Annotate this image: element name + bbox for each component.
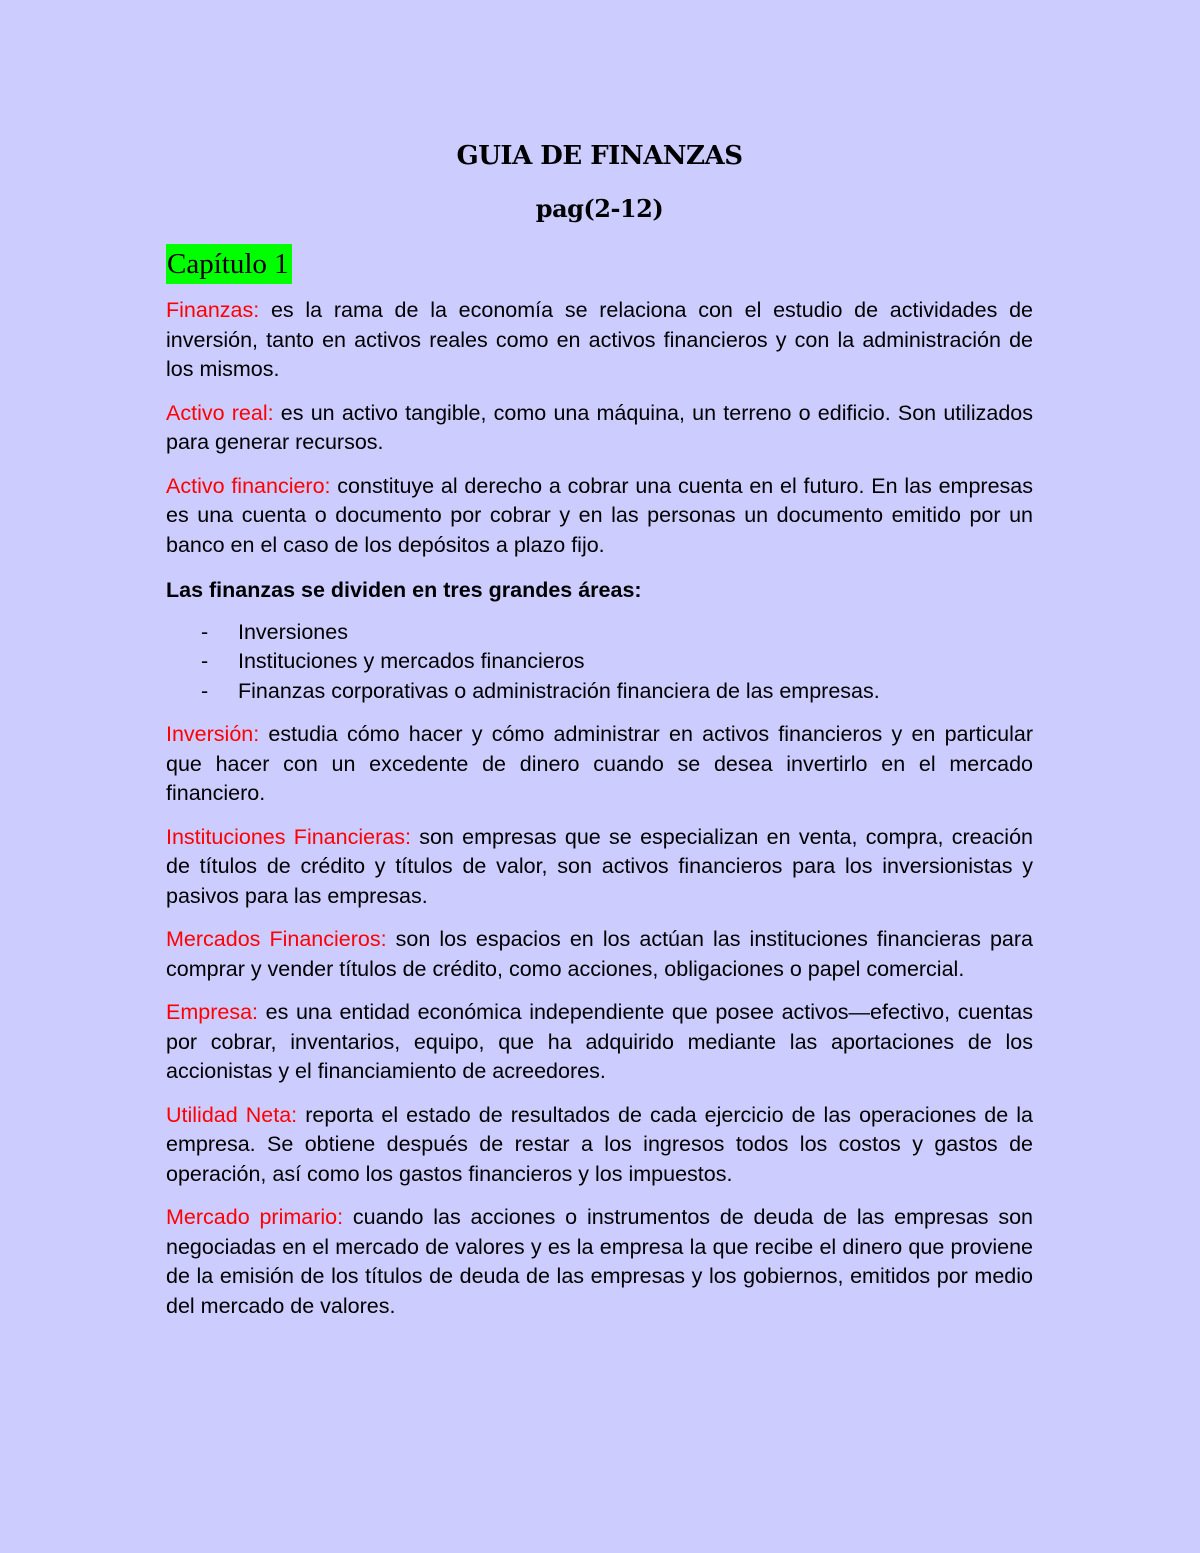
list-item [166, 677, 1033, 707]
definition-term: Activo real: [166, 400, 274, 425]
definition-text: son empresas que se especializan en venta, compra, creación de títulos de crédito y títulos de valor, son activos financieros para los inversionistas y pasivos para las empresas. [166, 824, 1034, 908]
list-item [166, 618, 1033, 648]
definition-paragraph [166, 823, 1033, 912]
list-item-text: Instituciones y mercados financieros [238, 649, 585, 673]
definition-paragraph [166, 399, 1033, 458]
definition-term: Finanzas: [166, 298, 260, 322]
list-item-text: Inversiones [238, 619, 348, 644]
definition-text: reporta el estado de resultados de cada ejercicio de las operaciones de la empresa. Se obtiene después de restar a los ingresos todos los costos y gastos de operación, así como los gastos financieros y los impuestos. [166, 1102, 1033, 1186]
list-item [166, 647, 1033, 677]
definition-paragraph [166, 720, 1033, 809]
definition-text: son los espacios en los actúan las instituciones financieras para comprar y vender títulos de crédito, como acciones, obligaciones o papel comercial. [166, 927, 1033, 981]
definition-paragraph [166, 998, 1033, 1087]
definition-term: Mercado primario: [166, 1205, 344, 1229]
definition-term: Empresa: [166, 1000, 259, 1024]
definition-text: es una entidad económica independiente que posee activos—efectivo, cuentas por cobrar, inventarios, equipo, que ha adquirido mediante las aportaciones de los accionistas y el financiamiento de acreedores. [166, 1000, 1033, 1083]
definition-text: constituye al derecho a cobrar una cuenta en el futuro. En las empresas es una cuenta o documento por cobrar y en las personas un documento emitido por un banco en el caso de los depósitos a plazo fijo. [166, 473, 1033, 557]
areas-heading: Las finanzas se dividen en tres grandes áreas: [166, 578, 642, 602]
list-bullet: - [201, 619, 209, 644]
definition-term: Mercados Financieros: [166, 927, 387, 951]
areas-list [166, 618, 1033, 707]
definition-term: Utilidad Neta: [166, 1102, 298, 1127]
definition-text: cuando las acciones o instrumentos de deuda de las empresas son negociadas en el mercado de valores y es la empresa la que recibe el dinero que proviene de la emisión de los títulos de deuda de las empresas y los gobiernos, emitidos por medio del mercado de valores. [166, 1205, 1033, 1318]
definition-term: Inversión: [166, 722, 260, 746]
definition-paragraph [166, 472, 1033, 561]
list-bullet: - [201, 649, 209, 673]
definition-text: estudia cómo hacer y cómo administrar en activos financieros y en particular que hacer con un excedente de dinero cuando se desea invertirlo en el mercado financiero. [166, 722, 1033, 805]
definition-term: Instituciones Financieras: [166, 824, 411, 849]
document-title: GUIA DE FINANZAS [456, 141, 743, 171]
definition-paragraph [166, 296, 1033, 385]
chapter-heading: Capítulo 1 [166, 244, 292, 284]
definition-paragraph [166, 1203, 1033, 1321]
definition-text: es un activo tangible, como una máquina, un terreno o edificio. Son utilizados para generar recursos. [166, 400, 1033, 454]
definition-paragraph [166, 925, 1033, 984]
list-item-text: Finanzas corporativas o administración financiera de las empresas. [238, 678, 880, 703]
definition-text: es la rama de la economía se relaciona con el estudio de actividades de inversión, tanto en activos reales como en activos financieros y con la administración de los mismos. [166, 298, 1033, 381]
list-bullet: - [201, 678, 209, 703]
definition-paragraph [166, 1101, 1033, 1190]
document-subtitle: pag(2-12) [535, 194, 664, 223]
document-page [166, 136, 1033, 1321]
definition-term: Activo financiero: [166, 473, 331, 498]
